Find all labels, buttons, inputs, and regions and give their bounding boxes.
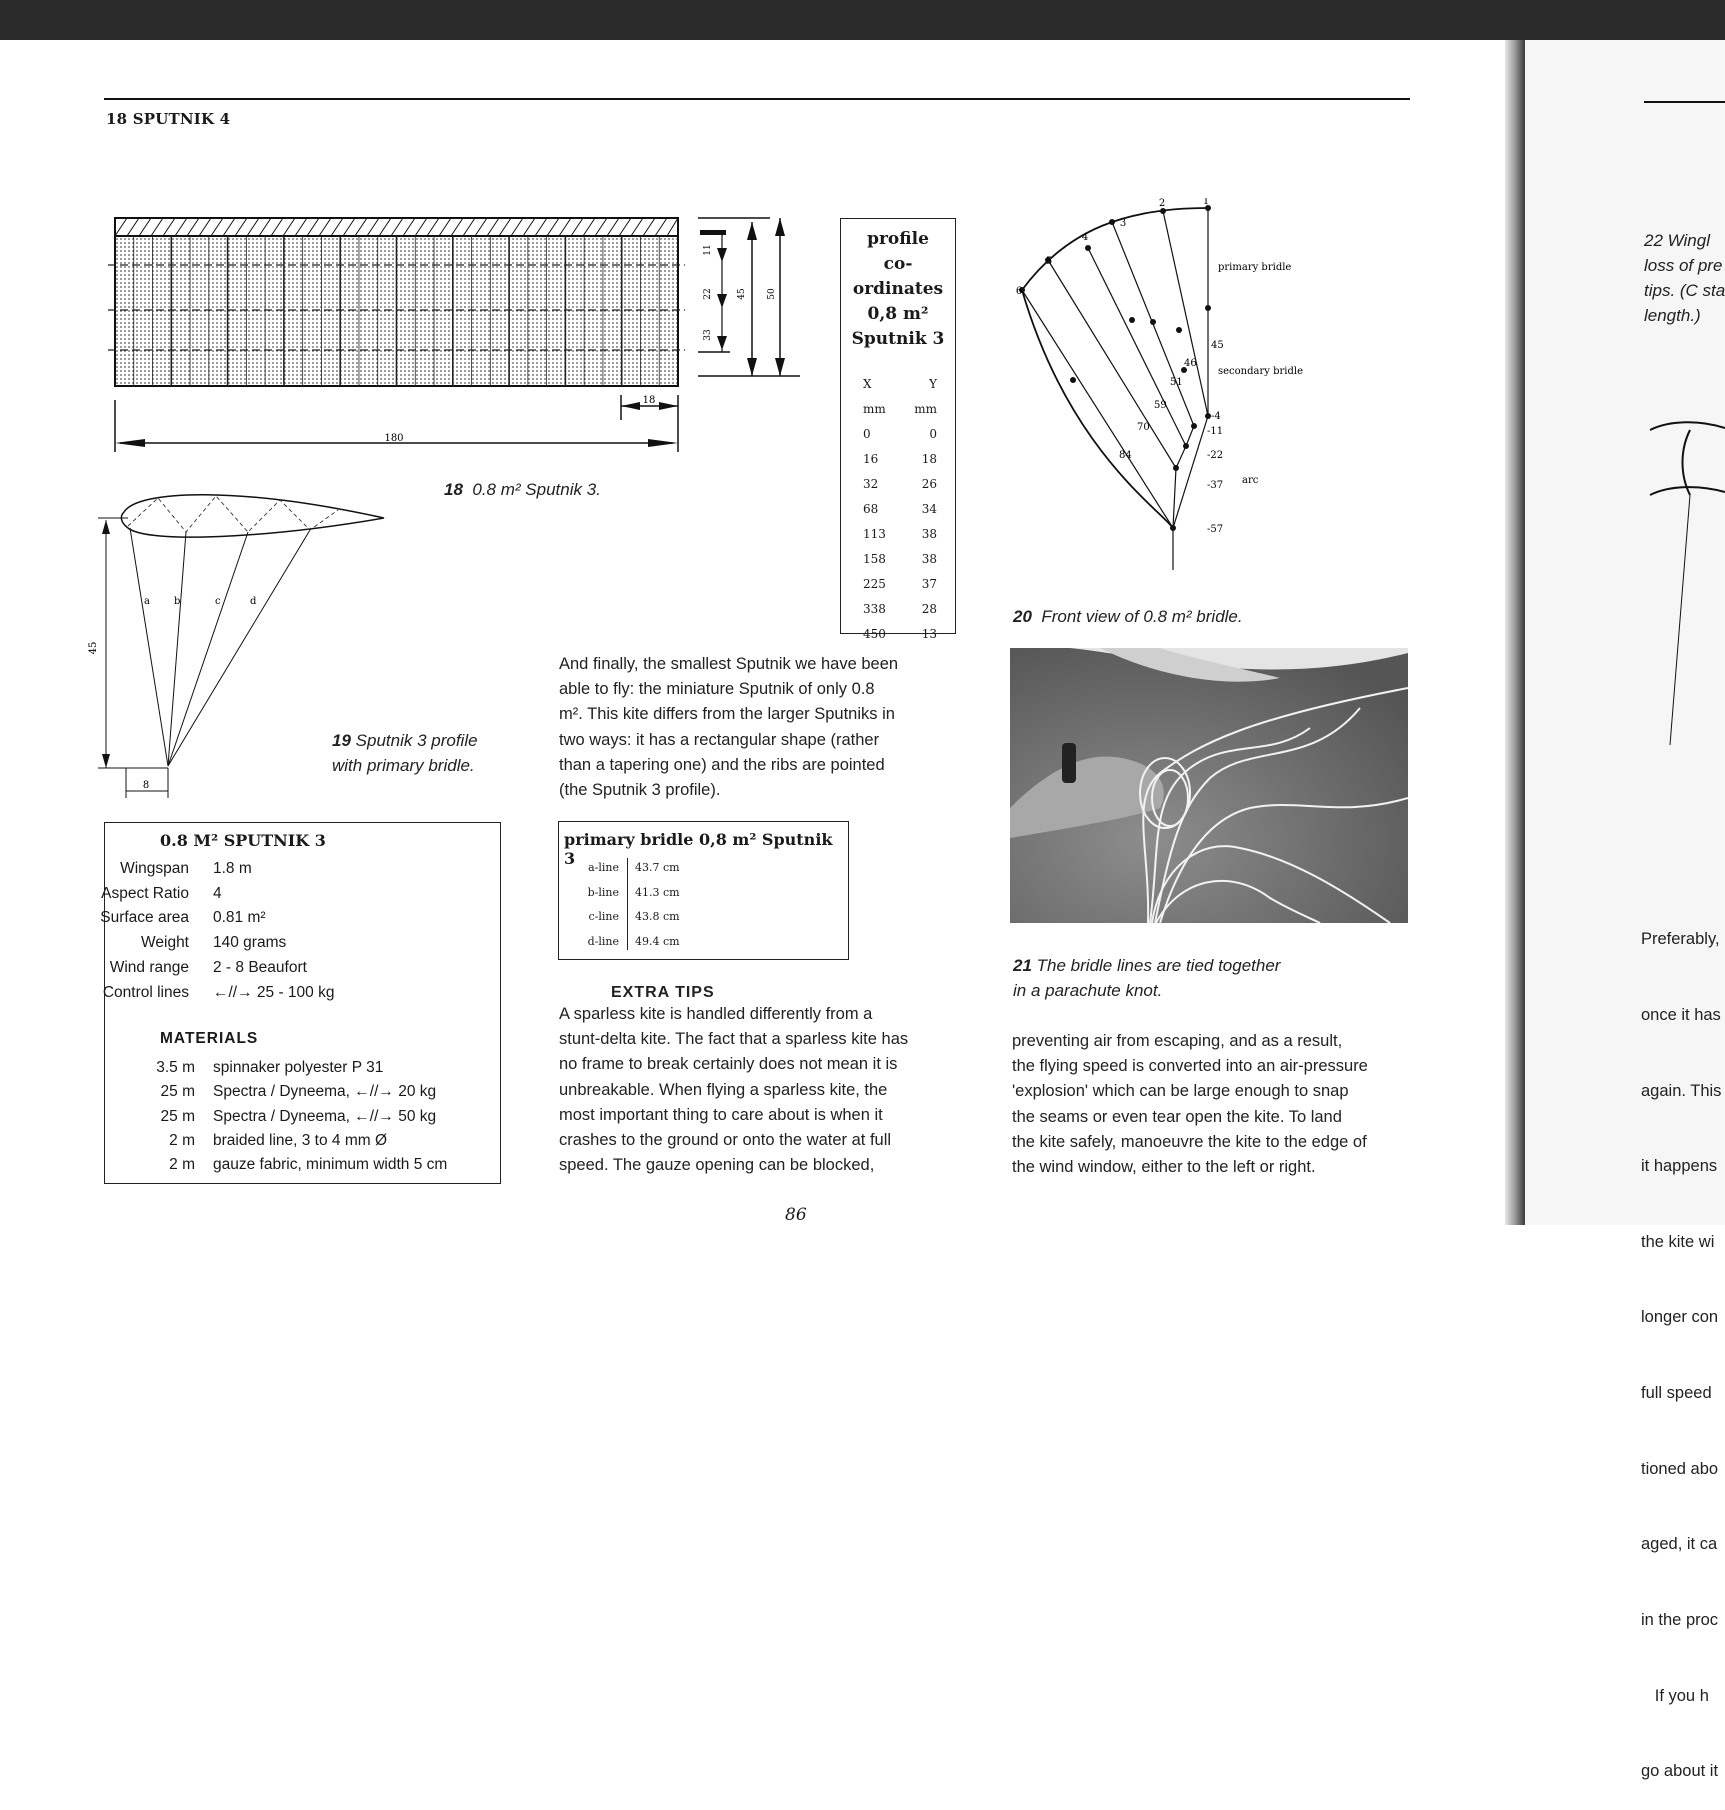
dim-45: 45 [737,288,747,300]
spec-label: Surface area [100,909,189,927]
bridle-table-divider [627,858,628,950]
material-description: spinnaker polyester P 31 [213,1059,384,1076]
spec-title: 0.8 M² SPUTNIK 3 [160,831,326,850]
spec-value: 4 [213,884,222,902]
spec-value: 1.8 m [213,860,252,877]
line-b-label: b [174,596,181,607]
coords-units: mm mm [863,402,937,416]
figure-19-caption: 19 Sputnik 3 profile with primary bridle. [332,731,478,775]
coords-row: 450 13 [863,627,937,641]
svg-text:5: 5 [1045,256,1053,267]
material-quantity: 25 m [160,1107,195,1125]
spec-label: Weight [141,934,189,952]
coords-row: 68 34 [863,502,937,516]
bridle-line-length: 41.3 cm [635,885,680,899]
svg-text:59: 59 [1154,400,1167,411]
height-45-label: 45 [88,641,99,655]
svg-text:46: 46 [1184,358,1197,369]
materials-title: MATERIALS [160,1030,259,1047]
book-gutter [1505,40,1525,1225]
figure-21-number: 21 [1013,956,1032,975]
material-quantity: 3.5 m [156,1059,195,1076]
bridle-line-name: a-line [588,861,619,874]
width-8-label: 8 [142,780,150,791]
coords-row: 113 38 [863,527,937,541]
svg-text:51: 51 [1170,377,1183,388]
figure-20-number: 20 [1013,607,1032,626]
svg-text:-22: -22 [1207,450,1224,461]
figure-18-number: 18 [444,480,463,499]
bridle-line-length: 43.8 cm [635,910,680,923]
coords-title: profile co-ordinates 0,8 m² Sputnik 3 [851,229,945,349]
figure-21-photo [1010,648,1408,923]
svg-text:6: 6 [1015,286,1023,297]
svg-text:84: 84 [1119,450,1132,461]
line-a-label: a [144,596,150,607]
figure-18-text: 0.8 m² Sputnik 3. [472,480,601,499]
dim-33: 33 [703,329,713,341]
spec-label: Wind range [109,958,189,976]
spec-label: Wingspan [120,860,189,877]
svg-text:-57: -57 [1207,524,1224,535]
bridle-table-title: primary bridle 0,8 m² Sputnik 3 [564,830,833,868]
svg-text:2: 2 [1158,198,1166,209]
line-d-label: d [250,596,257,607]
next-page-caption: 22 Wingl loss of pre tips. (C sta length.) [1644,231,1725,325]
material-quantity: 2 m [169,1156,195,1174]
dim-18: 18 [642,395,656,406]
bridle-line-name: c-line [588,910,619,923]
spec-value: ←//→ 25 - 100 kg [213,983,335,1001]
bridle-line-name: d-line [587,934,619,948]
spec-label: Control lines [102,983,189,1001]
svg-text:4: 4 [1081,232,1089,243]
figure-21-caption: 21 The bridle lines are tied together in a parachute knot. [1013,956,1281,1000]
bridle-line-length: 49.4 cm [635,934,680,948]
material-quantity: 25 m [160,1083,195,1101]
material-description: Spectra / Dyneema, ←//→ 50 kg [213,1107,437,1125]
svg-text:-11: -11 [1207,426,1224,437]
svg-text:-37: -37 [1207,480,1224,491]
coords-row: 338 28 [863,602,937,616]
svg-text:3: 3 [1119,218,1127,229]
figure-18-caption [444,477,601,502]
next-page-body: Preferably, once it has again. This it happens the kite wi longer con full speed tioned abo aged, it ca in the proc If you h go about it [1641,930,1722,1781]
material-description: braided line, 3 to 4 mm Ø [213,1131,388,1149]
scan-top-border [0,0,1725,40]
svg-text:45: 45 [1211,340,1224,351]
primary-bridle-table [558,821,849,960]
figure-20-caption: 20 Front view of 0.8 m² bridle. [1013,607,1243,626]
arc-label: arc [1242,475,1259,486]
spec-label: Aspect Ratio [101,884,189,902]
next-page-figure [1640,420,1725,760]
coords-row: 0 0 [863,427,937,441]
coords-row: 158 38 [863,552,937,566]
extra-tips-heading: EXTRA TIPS [611,984,715,1001]
figure-20-bridle [1008,198,1328,578]
profile-coordinates-table [840,218,956,641]
primary-bridle-label: primary bridle [1218,262,1292,273]
spec-box [100,822,501,1184]
coords-row: 225 37 [863,577,937,591]
running-header: 18 SPUTNIK 4 [106,110,231,128]
coords-row: 16 18 [863,452,937,466]
spec-value: 2 - 8 Beaufort [213,958,307,976]
material-description: Spectra / Dyneema, ←//→ 20 kg [213,1083,437,1101]
header-rule [104,98,1410,100]
bridle-line-length: 43.7 cm [635,861,680,874]
dim-11: 11 [703,244,713,256]
svg-text:70: 70 [1137,422,1150,433]
secondary-bridle-label: secondary bridle [1218,366,1303,377]
dim-180: 180 [384,433,404,444]
figure-18-planform [100,210,800,460]
next-page-rule [1644,101,1725,103]
svg-text:-4: -4 [1211,411,1221,422]
bridle-line-name: b-line [587,885,619,899]
page-number: 86 [785,1205,807,1225]
svg-text:1: 1 [1202,198,1210,207]
figure-19-number: 19 [332,731,351,750]
parachute-knot-photo [1010,648,1408,923]
extra-tips-paragraph: A sparless kite is handled differently from a stunt-delta kite. The fact that a sparless kite has no frame to break certainly does not mean it is unbreakable. When flying a sparless kite, the most important thing to care about is when it crashes to the ground or onto the water at full speed. The gauze opening can be blocked, [559,1005,909,1175]
continued-paragraph: preventing air from escaping, and as a result, the flying speed is converted into an air-pressure 'explosion' which can be large enough to snap the seams or even tear open the kite. To land the kite safely, manoeuvre the kite to the edge of the wind window, either to the left or right. [1012,1032,1368,1177]
line-c-label: c [215,596,221,607]
material-description: gauze fabric, minimum width 5 cm [213,1156,448,1174]
dim-50: 50 [767,288,777,300]
material-quantity: 2 m [169,1131,195,1149]
coords-row: 32 26 [863,477,937,491]
intro-paragraph: And finally, the smallest Sputnik we have been able to fly: the miniature Sputnik of only 0.8 m². This kite differs from the larger Sputniks in two ways: it has a rectangular shape (rather than a tapering one) and the ribs are pointed (the Sputnik 3 profile). [559,655,899,800]
coords-header: X Y [863,377,937,391]
spec-value: 140 grams [213,934,287,952]
spec-value: 0.81 m² [213,909,266,927]
dim-22: 22 [703,288,713,300]
